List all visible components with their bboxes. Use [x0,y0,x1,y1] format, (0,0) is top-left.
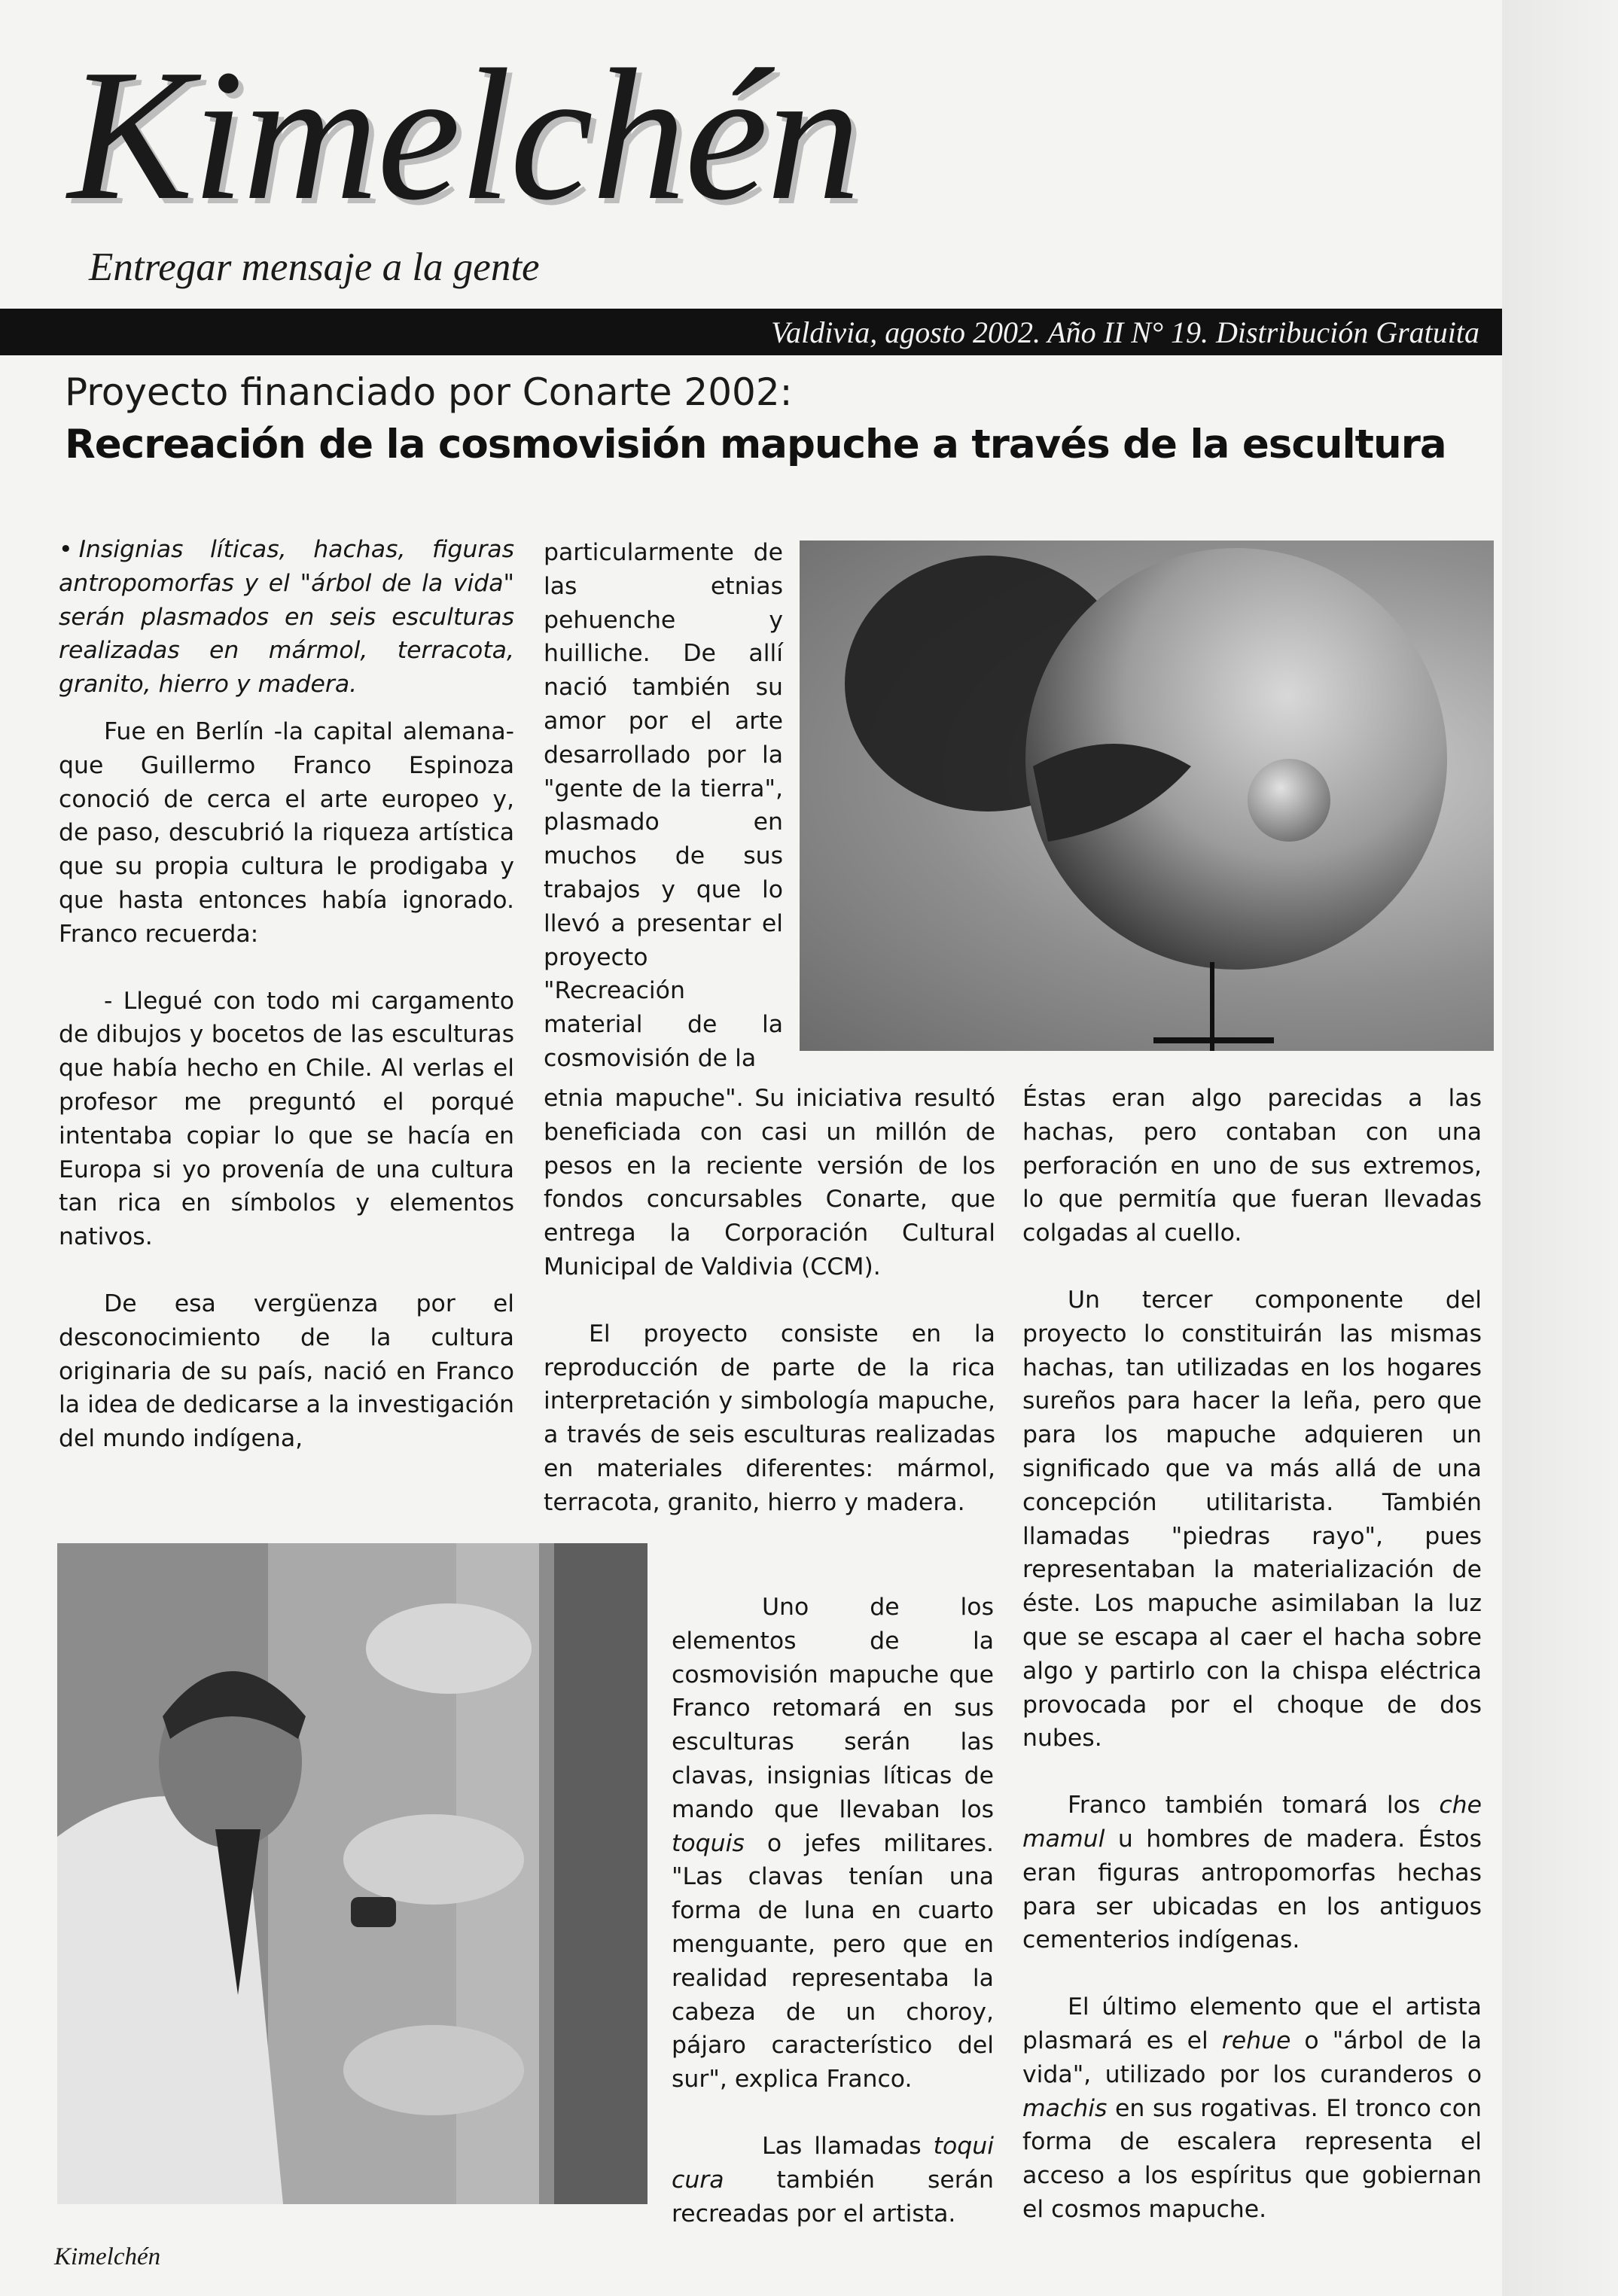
issue-line: Valdivia, agosto 2002. Año II N° 19. Distribución Gratuita [771,315,1479,349]
paragraph: De esa vergüenza por el desconocimiento de la cultura originaria de su país, nació en Franco la idea de dedicarse a la investigación del mundo indígena, [59,1290,514,1453]
paragraph: Uno de los elementos de la cosmovisión mapuche que Franco retomará en sus esculturas serán las clavas, insignias líticas de mando que llevaban los toquis o jefes militares. "Las clavas tenían una forma de luna en cuarto menguante, pero que en realidad representaba la cabeza de un choroy, pájaro característico del sur", explica Franco. [672,1594,994,2094]
paragraph: Franco también tomará los che mamul u hombres de madera. Éstos eran figuras antropomorfas hechas para ser ubicadas en los antiguos cementerios indígenas. [1022,1792,1482,1954]
paragraph: etnia mapuche". Su iniciativa resultó beneficiada con casi un millón de pesos en la reciente versión de los fondos concursables Conarte, que entrega la Corporación Cultural Municipal de Valdivia (CCM). [544,1085,995,1280]
paragraph: - Llegué con todo mi cargamento de dibujos y bocetos de las esculturas que había hecho en Chile. Al verlas el profesor me preguntó el porqué intentaba copiar lo que se hacía en Europa si yo provenía de una cultura tan rica en símbolos y elementos nativos. [59,987,514,1251]
artist-photo [57,1543,648,2204]
sculpture-image [800,541,1494,1051]
masthead-tagline: Entregar mensaje a la gente [89,245,540,289]
article-column-2-top [544,536,783,1076]
article-column-2-bottom [672,1591,994,2231]
bullet-icon: • [59,536,73,563]
paragraph: particularmente de las etnias pehuenche y huilliche. De allí nació también su amor por el arte desarrollado por la "gente de la tierra", plasmado en muchos de sus trabajos y que lo llevó a presentar el proyecto "Recreación material de la cosmovisión de la [544,539,783,1072]
article-column-1 [59,533,514,1456]
paragraph: Las llamadas toqui cura también serán recreadas por el artista. [672,2132,994,2227]
paragraph: Éstas eran algo parecidas a las hachas, pero contaban con una perforación en uno de sus extremos, lo que permitía que fueran llevadas colgadas al cuello. [1022,1085,1482,1247]
article-kicker: Proyecto financiado por Conarte 2002: [65,370,793,414]
paragraph: Fue en Berlín -la capital alemana- que Guillermo Franco Espinoza conoció de cerca el arte europeo y, de paso, descubrió la riqueza artística que su propia cultura le prodigaba y que hasta entonces había ignorado. Franco recuerda: [59,717,514,948]
sculpture-photo [800,541,1494,1051]
masthead-title: Kimelchén [68,31,860,239]
paragraph: El último elemento que el artista plasmará es el rehue o "árbol de la vida", utilizado por los curanderos o machis en sus rogativas. El tronco con forma de escalera representa el acceso a los espíritus que gobiernan el cosmos mapuche. [1022,1993,1482,2223]
artist-image [57,1543,648,2204]
paragraph: El proyecto consiste en la reproducción de parte de la rica interpretación y simbología mapuche, a través de seis esculturas realizadas en materiales diferentes: mármol, terracota, granito, hierro y madera. [544,1320,995,1516]
article-lead: • Insignias líticas, hachas, figuras antropomorfas y el "árbol de la vida" serán plasmados en seis esculturas realizadas en mármol, terracota, granito, hierro y madera. [59,533,514,702]
issue-band [0,309,1502,355]
page-edge [1502,0,1618,2296]
article-headline: Recreación de la cosmovisión mapuche a través de la escultura [65,422,1446,467]
footer-caption: Kimelchén [54,2243,161,2270]
article-column-2-middle [544,1082,995,1520]
paragraph: Un tercer componente del proyecto lo constituirán las mismas hachas, tan utilizadas en los hogares sureños para hacer la leña, pero que para los mapuche adquieren un significado que va más allá de una concepción utilitarista. También llamadas "piedras rayo", pues representaban la materialización de éste. Los mapuche asimilaban la luz que se escapa al caer el hacha sobre algo y partirlo con la chispa eléctrica provocada por el choque de dos nubes. [1022,1286,1482,1752]
article-column-3 [1022,1082,1482,2227]
